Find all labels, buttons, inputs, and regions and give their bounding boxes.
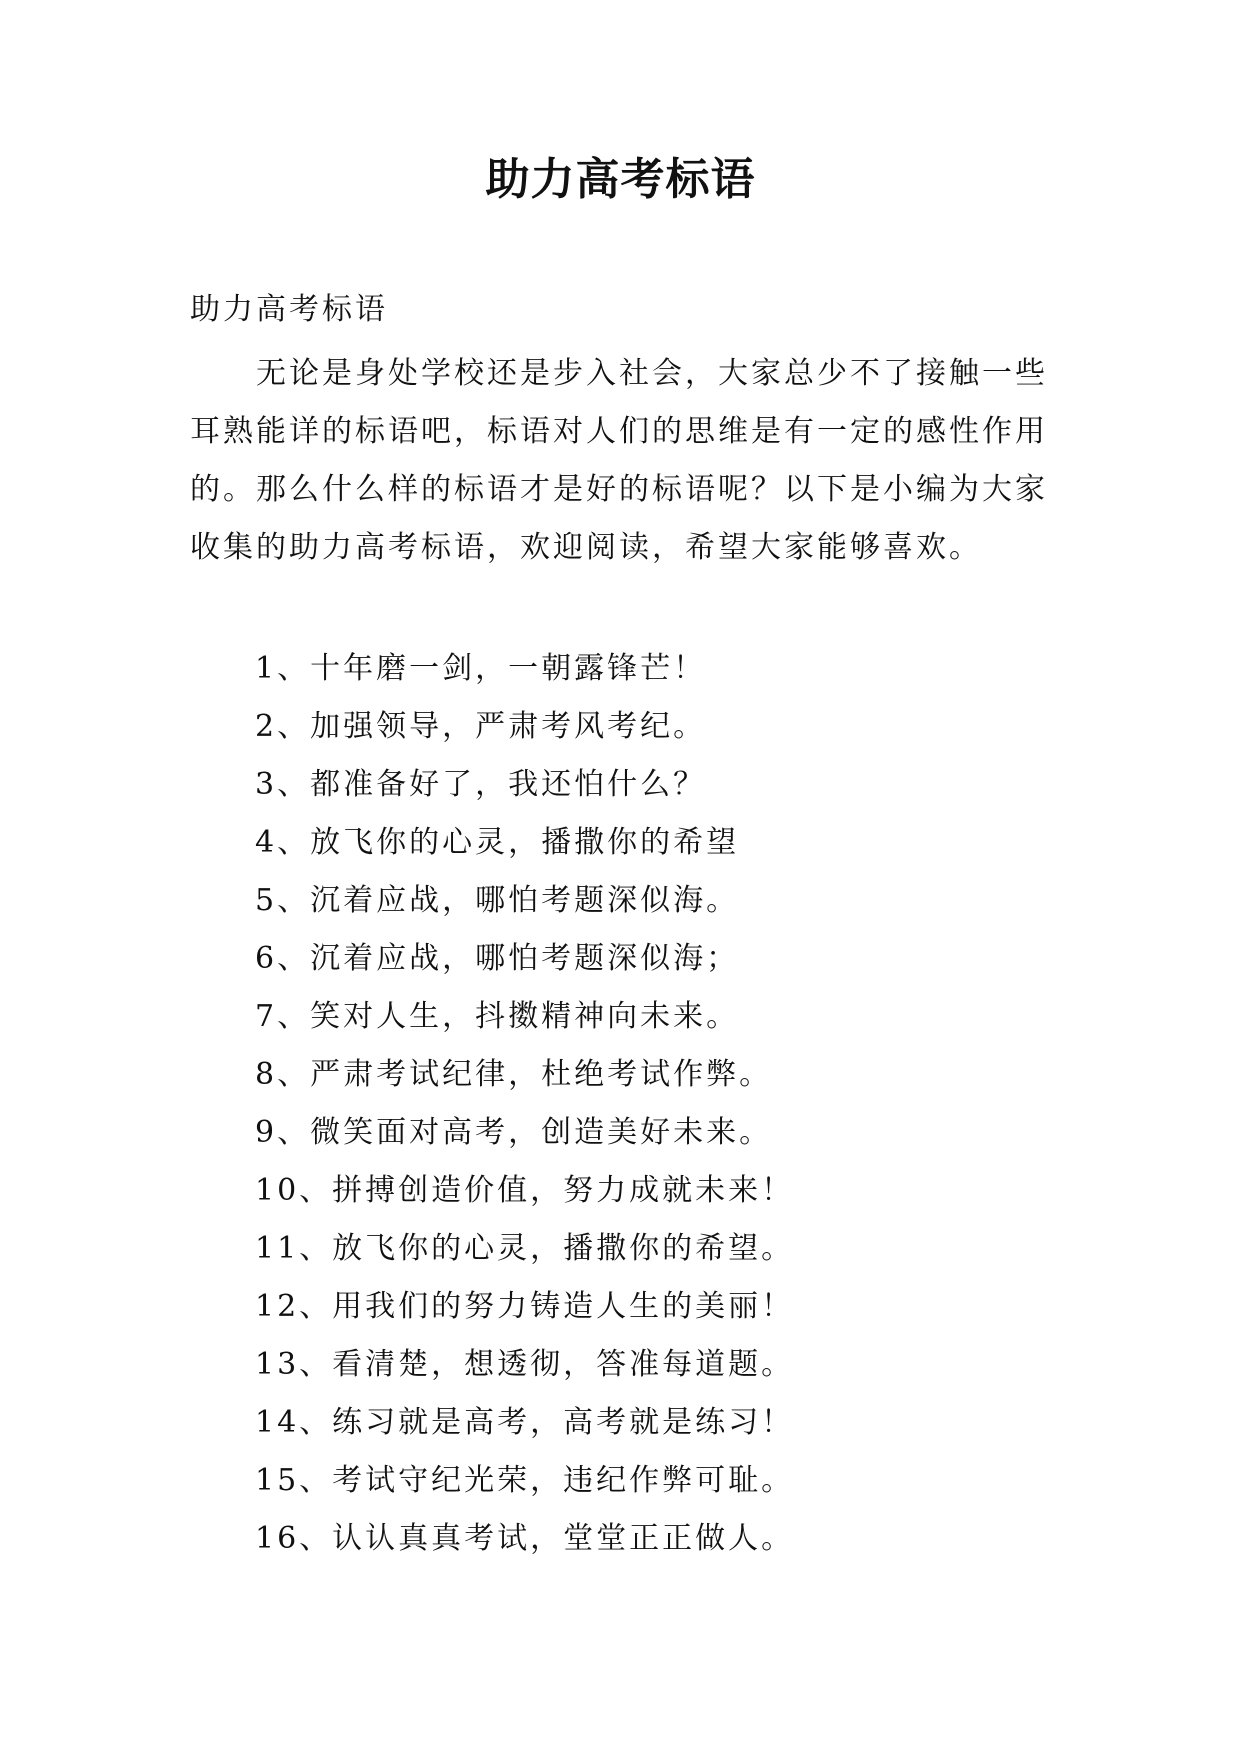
slogan-item: 1、十年磨一剑，一朝露锋芒！ bbox=[255, 651, 707, 686]
slogan-item: 11、放飞你的心灵，播撒你的希望。 bbox=[255, 1231, 795, 1266]
slogan-item: 12、用我们的努力铸造人生的美丽！ bbox=[255, 1289, 795, 1324]
slogan-item: 6、沉着应战，哪怕考题深似海； bbox=[255, 941, 740, 976]
slogan-item: 5、沉着应战，哪怕考题深似海。 bbox=[255, 883, 740, 918]
slogan-item: 3、都准备好了，我还怕什么？ bbox=[255, 767, 707, 802]
slogan-list bbox=[255, 640, 794, 1568]
slogan-item: 13、看清楚，想透彻，答准每道题。 bbox=[255, 1347, 795, 1382]
slogan-item: 9、微笑面对高考，创造美好未来。 bbox=[255, 1115, 773, 1150]
slogan-item: 4、放飞你的心灵，播撒你的希望 bbox=[255, 825, 740, 860]
slogan-item: 14、练习就是高考，高考就是练习！ bbox=[255, 1405, 795, 1440]
intro-paragraph: 无论是身处学校还是步入社会，大家总少不了接触一些耳熟能详的标语吧，标语对人们的思维是有一定的感性作用的。那么什么样的标语才是好的标语呢？以下是小编为大家收集的助力高考标语，欢迎阅读，希望大家能够喜欢。 bbox=[190, 356, 1048, 565]
slogan-item: 16、认认真真考试，堂堂正正做人。 bbox=[255, 1521, 795, 1556]
document-title: 助力高考标语 bbox=[485, 154, 756, 205]
slogan-item: 7、笑对人生，抖擞精神向未来。 bbox=[255, 999, 740, 1034]
slogan-item: 2、加强领导，严肃考风考纪。 bbox=[255, 709, 707, 744]
slogan-item: 10、拼搏创造价值，努力成就未来！ bbox=[255, 1173, 795, 1208]
slogan-item: 15、考试守纪光荣，违纪作弊可耻。 bbox=[255, 1463, 795, 1498]
document-subtitle: 助力高考标语 bbox=[190, 292, 388, 327]
slogan-item: 8、严肃考试纪律，杜绝考试作弊。 bbox=[255, 1057, 773, 1092]
